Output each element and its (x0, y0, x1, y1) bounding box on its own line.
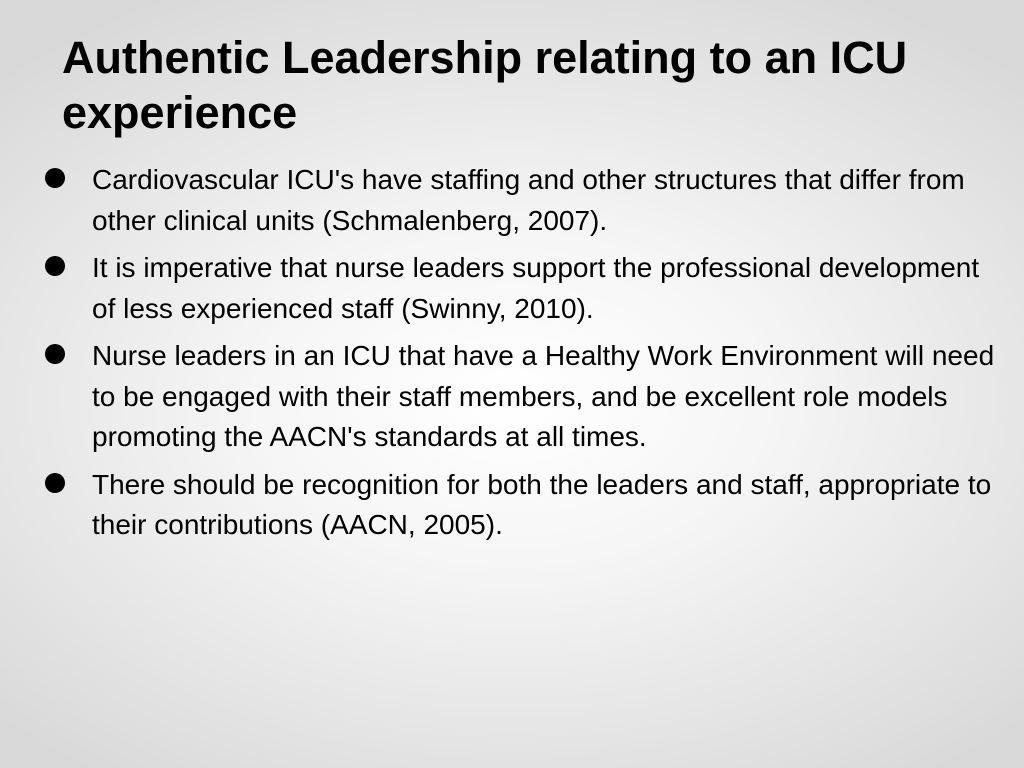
bullet-dot-icon (45, 473, 65, 493)
slide-title: Authentic Leadership relating to an ICU experience (62, 32, 908, 138)
bullet-list (0, 160, 1024, 553)
bullet-dot-icon (45, 344, 65, 364)
bullet-dot-icon (45, 168, 65, 188)
bullet-item (0, 160, 1024, 241)
bullet-item (0, 465, 1024, 546)
bullet-text: Cardiovascular ICU's have staffing and other structures that differ from other clinical units (Schmalenberg, 2007). (92, 164, 965, 236)
bullet-text: There should be recognition for both the leaders and staff, appropriate to their contributions (AACN, 2005). (92, 468, 992, 540)
bullet-item (0, 336, 1024, 458)
bullet-text: Nurse leaders in an ICU that have a Healthy Work Environment will need to be engaged with their staff members, and be excellent role models promoting the AACN's standards at all times. (92, 340, 995, 452)
bullet-item (0, 248, 1024, 329)
bullet-text: It is imperative that nurse leaders support the professional development of less experienced staff (Swinny, 2010). (92, 252, 980, 324)
bullet-dot-icon (45, 256, 65, 276)
